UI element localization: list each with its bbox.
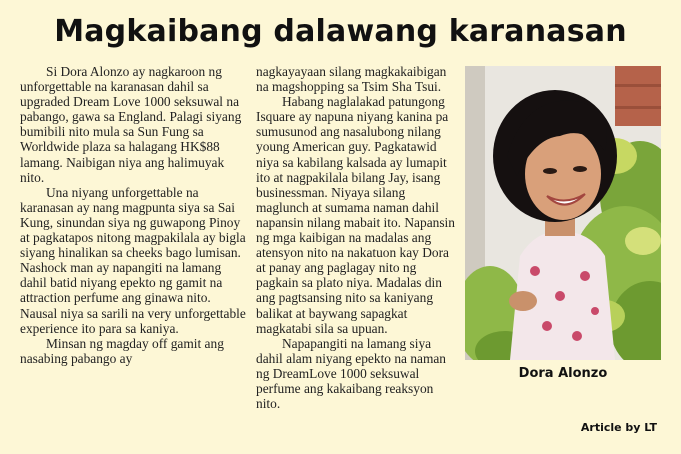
article-column-2 xyxy=(256,64,458,411)
headline: Magkaibang dalawang karanasan xyxy=(54,14,627,49)
paragraph: Habang naglalakad patungong Isquare ay napuna niyang kanina pa sumusunod ang nasalubong nilang young American guy. Pagkatawid niya sa kabilang kalsada ay lumapit ito at nagpakilala bilang Jay, isang businessman. Niyaya silang maglunch at sumama naman dahil napansin nilang mabait ito. Napansin ng mga kaibigan na madalas ang atensyon nito na nakatuon kay Dora at panay ang paglagay nito ng pagkain sa plato niya. Madalas din ang pagtsansing nito sa kaniyang balikat at baywang sapagkat magkatabi sila sa upuan. xyxy=(256,94,455,336)
paragraph: Napapangiti na lamang siya dahil alam niyang epekto na naman ng DreamLove 1000 seksuwal perfume ang kakaibang reaksyon nito. xyxy=(256,335,447,412)
article-column-1 xyxy=(20,64,246,366)
article-credit: Article by LT xyxy=(580,421,657,434)
paragraph: Minsan ng magday off gamit ang nasabing pabango ay xyxy=(20,335,224,366)
paragraph: Una niyang unforgettable na karanasan ay nang magpunta siya sa Sai Kung, sinundan siya ng guwapong Pinoy at pagkatapos nitong magpakilala ay bigla siyang hinalikan sa cheeks bago lumisan. Nashock man ay napangiti na lamang dahil batid niyang epekto ng gamit na attraction perfume ang ginawa nito. Nausal niya sa sarili na very unforgettable experience ito para sa kaniya. xyxy=(20,184,246,336)
photo-caption: Dora Alonzo xyxy=(518,366,608,381)
paragraph-continued: nagkayayaan silang magkakaibigan na magshopping sa Tsim Sha Tsui. xyxy=(256,64,447,95)
paragraph: Si Dora Alonzo ay nagkaroon ng unforgettable na karanasan dahil sa upgraded Dream Love 1000 seksuwal na pabango, gawa sa England. Palagi siyang bumibili nito mula sa Sun Fung sa Worldwide plaza sa halagang HK$88 lamang. Naibigan niya ang halimuyak nito. xyxy=(20,64,242,185)
portrait-photo xyxy=(465,66,661,360)
